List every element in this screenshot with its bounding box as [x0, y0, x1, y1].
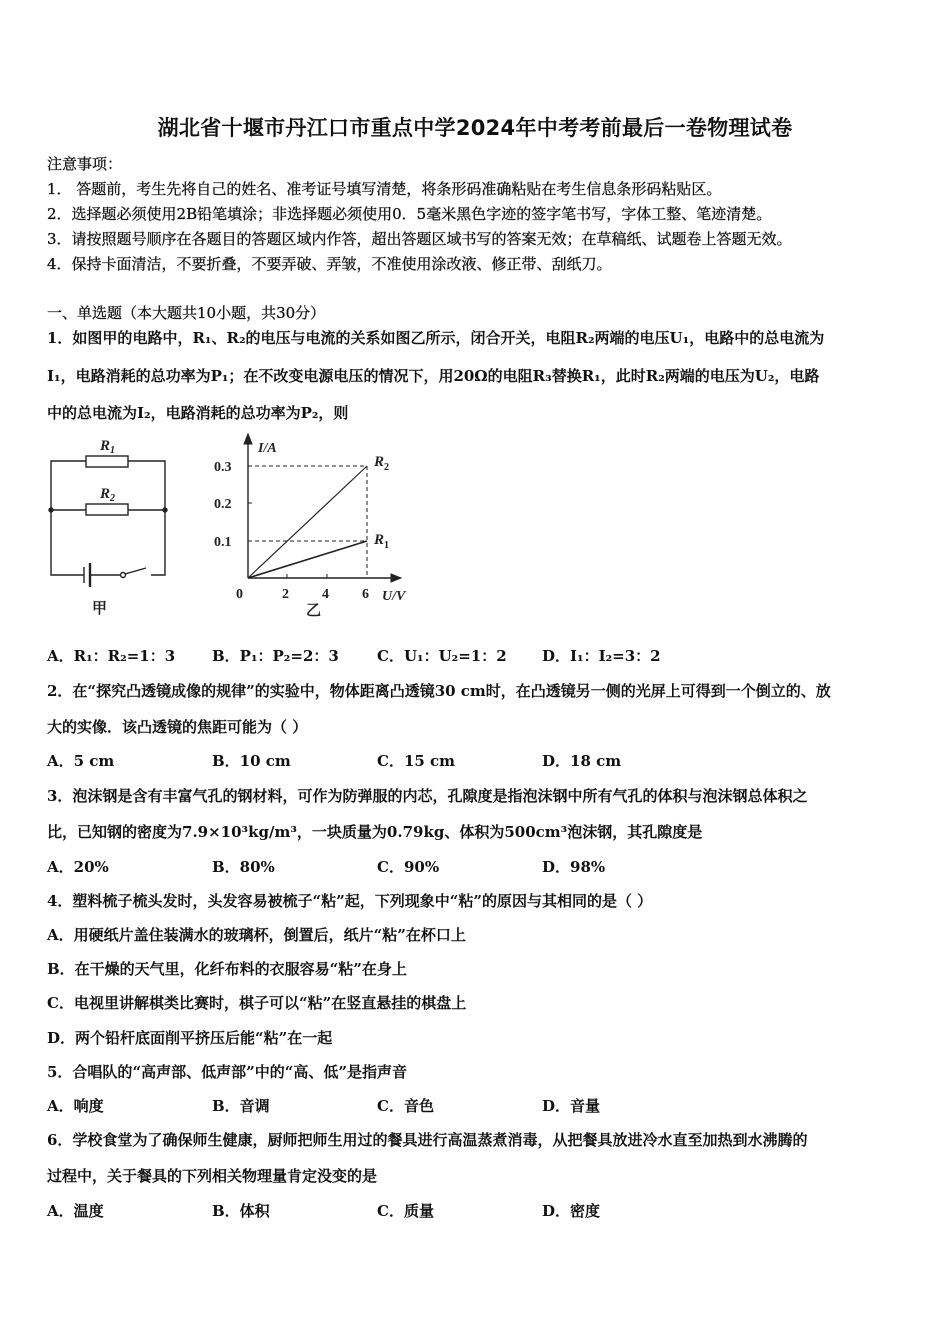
graph-label: 乙 — [306, 603, 322, 619]
question-1-figure — [40, 430, 430, 624]
question-1-line-1: 1．如图甲的电路中，R₁、R₂的电压与电流的关系如图乙所示，闭合开关，电阻R₂两端的电压U₁，电路中的总电流为 — [47, 329, 825, 347]
q2-option-c[interactable]: C．15 cm — [377, 752, 456, 770]
q4-option-d[interactable]: D．两个铅杆底面削平挤压后能“粘”在一起 — [47, 1029, 333, 1047]
svg-text:R: R — [374, 454, 385, 470]
q6-option-c[interactable]: C．质量 — [377, 1202, 434, 1220]
section-heading: 一、单选题（本大题共10小题，共30分） — [47, 304, 326, 322]
q1-option-c[interactable]: C．U₁：U₂=1：2 — [377, 647, 507, 665]
question-1-line-2: I₁，电路消耗的总功率为P₁；在不改变电源电压的情况下，用20Ω的电阻R₃替换R₁，此时R₂两端的电压为U₂，电路 — [47, 367, 820, 385]
svg-text:1: 1 — [110, 445, 115, 456]
page-title: 湖北省十堰市丹江口市重点中学2024年中考考前最后一卷物理试卷 — [157, 116, 793, 140]
q1-option-a[interactable]: A．R₁：R₂=1：3 — [47, 647, 176, 665]
svg-text:R: R — [100, 486, 111, 502]
question-6-line-1: 6．学校食堂为了确保师生健康，厨师把师生用过的餐具进行高温蒸煮消毒，从把餐具放进冷水直至加热到水沸腾的 — [47, 1131, 808, 1149]
q6-option-d[interactable]: D．密度 — [542, 1202, 601, 1220]
q6-option-a[interactable]: A．温度 — [47, 1202, 104, 1220]
svg-text:2: 2 — [110, 493, 115, 504]
q5-option-c[interactable]: C．音色 — [377, 1097, 434, 1115]
svg-text:0.2: 0.2 — [214, 497, 232, 512]
svg-text:0.3: 0.3 — [214, 460, 232, 475]
q3-option-a[interactable]: A．20% — [47, 858, 109, 876]
question-2-line-1: 2．在“探究凸透镜成像的规律”的实验中，物体距离凸透镜30 cm时，在凸透镜另一侧的光屏上可得到一个倒立的、放 — [47, 682, 831, 700]
q1-option-b[interactable]: B．P₁：P₂=2：3 — [212, 647, 339, 665]
notice-heading: 注意事项： — [47, 155, 123, 173]
circuit-label: 甲 — [92, 601, 108, 617]
question-1-line-3: 中的总电流为I₂，电路消耗的总功率为P₂，则 — [47, 404, 349, 422]
notice-item-1: 1． 答题前，考生先将自己的姓名、准考证号填写清楚，将条形码准确粘贴在考生信息条形码粘贴区。 — [47, 180, 722, 198]
svg-text:6: 6 — [362, 587, 369, 602]
notice-item-2: 2．选择题必须使用2B铅笔填涂；非选择题必须使用0．5毫米黑色字迹的签字笔书写，字体工整、笔迹清楚。 — [47, 205, 772, 223]
circuit-diagram — [49, 456, 167, 587]
q2-option-a[interactable]: A．5 cm — [47, 752, 115, 770]
svg-text:1: 1 — [384, 540, 389, 551]
q1-option-d[interactable]: D．I₁：I₂=3：2 — [542, 647, 661, 665]
question-6-line-2: 过程中，关于餐具的下列相关物理量肯定没变的是 — [47, 1167, 378, 1185]
question-3-line-1: 3．泡沫钢是含有丰富气孔的钢材料，可作为防弹服的内芯，孔隙度是指泡沫钢中所有气孔的体积与泡沫钢总体积之 — [47, 787, 808, 805]
notice-item-3: 3．请按照题号顺序在各题目的答题区域内作答，超出答题区域书写的答案无效；在草稿纸、试题卷上答题无效。 — [47, 230, 792, 248]
svg-text:0: 0 — [236, 587, 243, 602]
q6-option-b[interactable]: B．体积 — [212, 1202, 270, 1220]
svg-text:2: 2 — [384, 462, 389, 473]
q2-option-b[interactable]: B．10 cm — [212, 752, 291, 770]
q4-option-b[interactable]: B．在干燥的天气里，化纤布料的衣服容易“粘”在身上 — [47, 960, 407, 978]
q5-option-d[interactable]: D．音量 — [542, 1097, 601, 1115]
question-4-line-1: 4．塑料梳子梳头发时，头发容易被梳子“粘”起，下列现象中“粘”的原因与其相同的是（ ） — [47, 892, 653, 910]
q2-option-d[interactable]: D．18 cm — [542, 752, 622, 770]
question-3-line-2: 比，已知钢的密度为7.9×10³kg/m³，一块质量为0.79kg、体积为500cm³泡沫钢，其孔隙度是 — [47, 823, 703, 841]
q4-option-c[interactable]: C．电视里讲解棋类比赛时，棋子可以“粘”在竖直悬挂的棋盘上 — [47, 994, 467, 1012]
question-2-line-2: 大的实像．该凸透镜的焦距可能为（ ） — [47, 718, 308, 736]
svg-text:2: 2 — [282, 587, 289, 602]
question-5-line-1: 5．合唱队的“高声部、低声部”中的“高、低”是指声音 — [47, 1063, 407, 1081]
q3-option-d[interactable]: D．98% — [542, 858, 606, 876]
svg-text:I/A: I/A — [258, 441, 277, 456]
q4-option-a[interactable]: A．用硬纸片盖住装满水的玻璃杯，倒置后，纸片“粘”在杯口上 — [47, 926, 466, 944]
svg-text:R: R — [374, 532, 385, 548]
q5-option-b[interactable]: B．音调 — [212, 1097, 270, 1115]
svg-text:4: 4 — [322, 587, 329, 602]
svg-text:0.1: 0.1 — [214, 535, 232, 550]
notice-item-4: 4．保持卡面清洁，不要折叠，不要弄破、弄皱，不准使用涂改液、修正带、刮纸刀。 — [47, 255, 612, 273]
q5-option-a[interactable]: A．响度 — [47, 1097, 104, 1115]
svg-text:R: R — [100, 438, 111, 454]
q3-option-b[interactable]: B．80% — [212, 858, 275, 876]
q3-option-c[interactable]: C．90% — [377, 858, 440, 876]
svg-text:U/V: U/V — [382, 589, 406, 604]
